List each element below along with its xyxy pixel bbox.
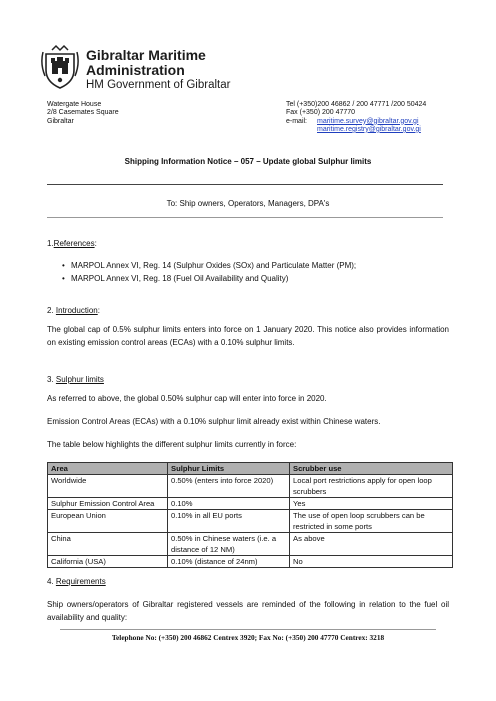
notice-title: Shipping Information Notice – 057 – Update global Sulphur limits bbox=[124, 157, 372, 166]
table-cell: Sulphur Emission Control Area bbox=[48, 498, 168, 510]
table-cell: 0.10% (distance of 24nm) bbox=[168, 556, 290, 568]
sulphur-paragraph-1: As referred to above, the global 0.50% sulphur cap will enter into force in 2020. bbox=[47, 394, 327, 403]
org-line-2: Administration bbox=[86, 62, 185, 78]
contact-details bbox=[286, 101, 426, 134]
table-cell: Worldwide bbox=[48, 475, 168, 498]
introduction-paragraph: The global cap of 0.5% sulphur limits enters into force on 1 January 2020. This notice also provides information on existing emission control areas (ECAs) with a 0.10% sulphur limits. bbox=[47, 325, 449, 347]
table-row bbox=[48, 475, 453, 498]
table-row bbox=[48, 498, 453, 510]
organization-name bbox=[86, 48, 230, 93]
list-item: • MARPOL Annex VI, Reg. 14 (Sulphur Oxides (SOx) and Particulate Matter (PM); bbox=[62, 260, 356, 273]
section-3-heading: 3. Sulphur limits bbox=[47, 375, 104, 384]
column-header-area: Area bbox=[48, 463, 168, 475]
org-line-3: HM Government of Gibraltar bbox=[86, 79, 231, 91]
list-item: • MARPOL Annex VI, Reg. 18 (Fuel Oil Availability and Quality) bbox=[62, 273, 356, 286]
gibraltar-crest-logo bbox=[40, 44, 80, 90]
addressees-line: To: Ship owners, Operators, Managers, DPA's bbox=[166, 199, 330, 208]
address-line: 2/8 Casemates Square bbox=[47, 109, 119, 117]
column-header-sulphur-limits: Sulphur Limits bbox=[168, 463, 290, 475]
table-cell: Local port restrictions apply for open loop scrubbers bbox=[290, 475, 453, 498]
table-cell: 0.50% in Chinese waters (i.e. a distance of 12 NM) bbox=[168, 533, 290, 556]
address-line: Gibraltar bbox=[47, 117, 74, 125]
table-cell: As above bbox=[290, 533, 453, 556]
section-1-heading: 1.References: bbox=[47, 239, 97, 248]
email-label: e-mail: bbox=[286, 117, 308, 125]
telephone-line: Tel (+350)200 46862 / 200 47771 /200 50424 bbox=[286, 101, 427, 108]
org-line-1: Gibraltar Maritime bbox=[86, 47, 206, 63]
divider bbox=[47, 217, 443, 218]
section-4-heading: 4. Requirements bbox=[47, 577, 106, 586]
table-cell: The use of open loop scrubbers can be restricted in some ports bbox=[290, 510, 453, 533]
address-line: Watergate House bbox=[47, 101, 102, 108]
table-row bbox=[48, 510, 453, 533]
table-cell: 0.10% in all EU ports bbox=[168, 510, 290, 533]
footer-divider bbox=[60, 629, 436, 630]
column-header-scrubber-use: Scrubber use bbox=[290, 463, 453, 475]
footer-contact: Telephone No: (+350) 200 46862 Centrex 3920; Fax No: (+350) 200 47770 Centrex: 3218 bbox=[111, 633, 385, 642]
divider bbox=[47, 184, 443, 185]
table-cell: 0.10% bbox=[168, 498, 290, 510]
table-cell: Yes bbox=[290, 498, 453, 510]
email-link-survey[interactable]: maritime.survey@gibraltar.gov.gi bbox=[317, 117, 419, 125]
table-header-row bbox=[48, 463, 453, 475]
section-2-heading: 2. Introduction: bbox=[47, 306, 100, 315]
sulphur-paragraph-2: Emission Control Areas (ECAs) with a 0.10% sulphur limit already exist within Chinese waters. bbox=[47, 417, 381, 426]
sulphur-limits-table bbox=[47, 462, 453, 568]
table-row bbox=[48, 533, 453, 556]
email-link-registry[interactable]: maritime.registry@gibraltar.gov.gi bbox=[317, 125, 421, 133]
table-cell: California (USA) bbox=[48, 556, 168, 568]
requirements-paragraph: Ship owners/operators of Gibraltar registered vessels are reminded of the following in relation to the fuel oil availability and quality: bbox=[47, 600, 449, 622]
table-cell: 0.50% (enters into force 2020) bbox=[168, 475, 290, 498]
table-cell: China bbox=[48, 533, 168, 556]
postal-address bbox=[47, 101, 119, 126]
sulphur-paragraph-3: The table below highlights the different sulphur limits currently in force: bbox=[47, 440, 297, 449]
table-row bbox=[48, 556, 453, 568]
table-cell: European Union bbox=[48, 510, 168, 533]
table-cell: No bbox=[290, 556, 453, 568]
references-list bbox=[62, 260, 356, 285]
fax-line: Fax (+350) 200 47770 bbox=[286, 109, 356, 117]
